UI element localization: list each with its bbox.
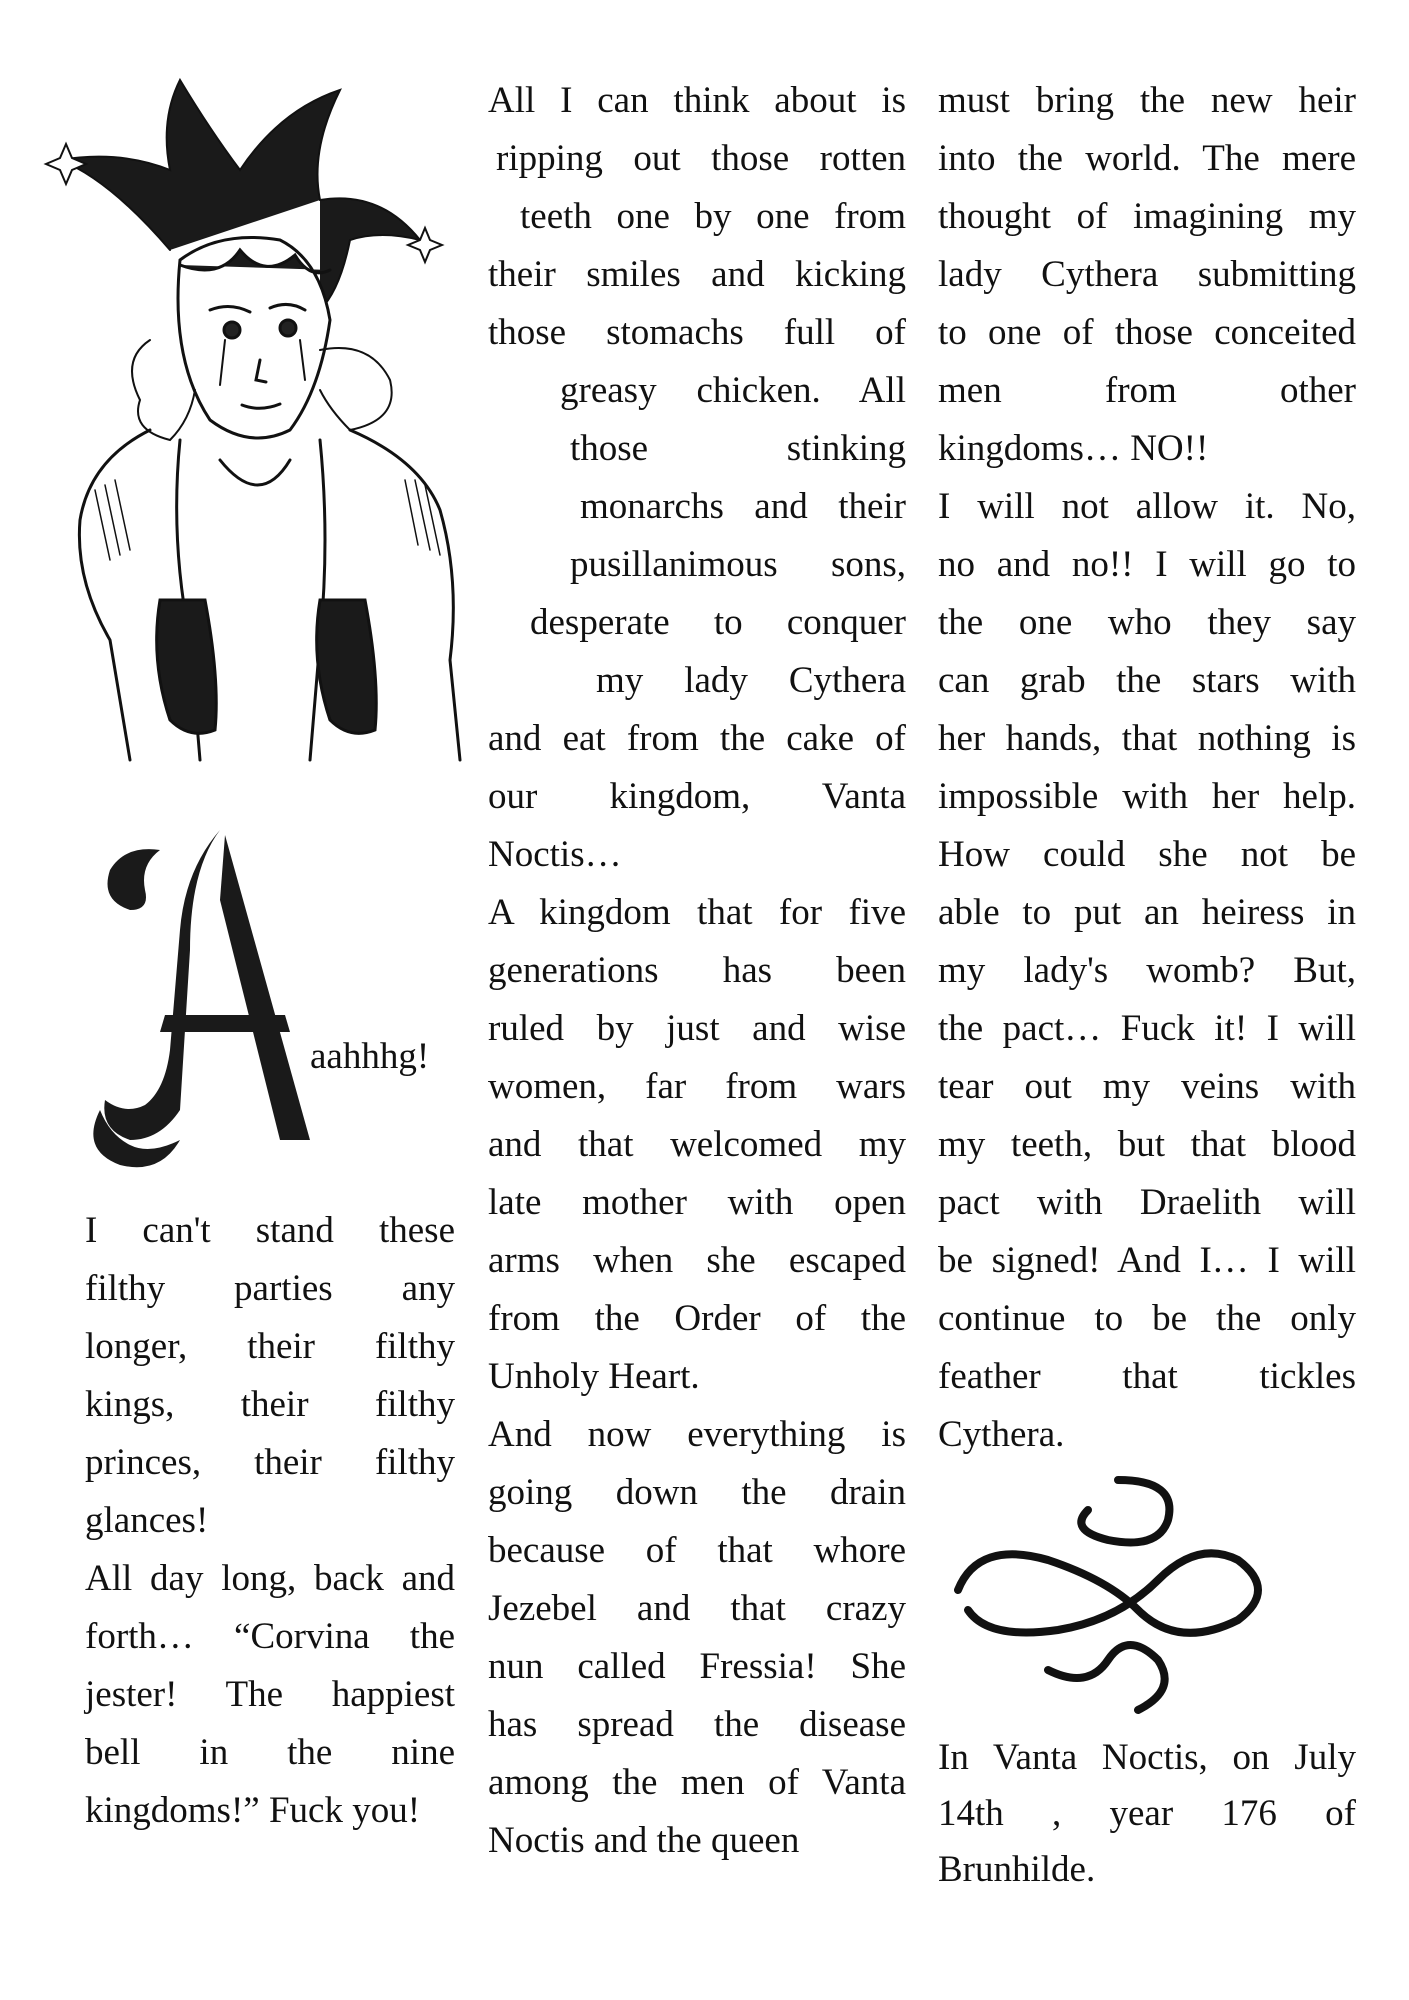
text-line: ruled by just and wise bbox=[488, 1008, 906, 1049]
text-line: Unholy Heart. bbox=[488, 1356, 700, 1397]
text-line: late mother with open bbox=[488, 1182, 906, 1223]
text-line: teeth one by one from bbox=[520, 196, 906, 237]
text-line: pact with Draelith will bbox=[938, 1182, 1356, 1223]
text-line: thought of imagining my bbox=[938, 196, 1356, 237]
text-line: I can't stand these bbox=[85, 1210, 455, 1251]
text-line: feather that tickles bbox=[938, 1356, 1356, 1397]
text-line: generations has been bbox=[488, 950, 906, 991]
ornate-letter-a bbox=[70, 810, 350, 1180]
text-line: continue to be the only bbox=[938, 1298, 1356, 1339]
jester-portrait-illustration bbox=[20, 40, 560, 780]
text-line: ripping out those rotten bbox=[496, 138, 906, 179]
text-line: her hands, that nothing is bbox=[938, 718, 1356, 759]
text-line: All day long, back and bbox=[85, 1558, 455, 1599]
right-column bbox=[938, 72, 1356, 1464]
text-line: those stomachs full of bbox=[488, 312, 906, 353]
text-line: must bring the new heir bbox=[938, 80, 1356, 121]
text-line: arms when she escaped bbox=[488, 1240, 906, 1281]
text-line: from the Order of the bbox=[488, 1298, 906, 1339]
text-line: filthy parties any bbox=[85, 1268, 455, 1309]
text-line: A kingdom that for five bbox=[488, 892, 906, 933]
dropcap-continuation: aahhhg! bbox=[310, 1036, 430, 1077]
text-line: men from other bbox=[938, 370, 1356, 411]
text-line: to one of those conceited bbox=[938, 312, 1356, 353]
text-line: All I can think about is bbox=[488, 80, 906, 121]
text-line: no and no!! I will go to bbox=[938, 544, 1356, 585]
text-line: able to put an heiress in bbox=[938, 892, 1356, 933]
text-line: the pact… Fuck it! I will bbox=[938, 1008, 1356, 1049]
text-line: desperate to conquer bbox=[530, 602, 906, 643]
text-line: kingdoms… NO!! bbox=[938, 428, 1209, 469]
text-line: And now everything is bbox=[488, 1414, 906, 1455]
text-line: into the world. The mere bbox=[938, 138, 1356, 179]
text-line: has spread the disease bbox=[488, 1704, 906, 1745]
text-line: our kingdom, Vanta bbox=[488, 776, 906, 817]
text-line: pusillanimous sons, bbox=[570, 544, 906, 585]
text-line: my lady's womb? But, bbox=[938, 950, 1356, 991]
text-line: and eat from the cake of bbox=[488, 718, 906, 759]
left-column bbox=[85, 1202, 455, 1840]
calligraphic-flourish bbox=[938, 1470, 1298, 1720]
text-line: because of that whore bbox=[488, 1530, 906, 1571]
text-line: my lady Cythera bbox=[596, 660, 906, 701]
text-line: lady Cythera submitting bbox=[938, 254, 1356, 295]
text-line: tear out my veins with bbox=[938, 1066, 1356, 1107]
text-line: How could she not be bbox=[938, 834, 1356, 875]
text-line: monarchs and their bbox=[580, 486, 906, 527]
text-line: greasy chicken. All bbox=[560, 370, 906, 411]
text-line: jester! The happiest bbox=[85, 1674, 455, 1715]
text-line: women, far from wars bbox=[488, 1066, 906, 1107]
text-line: my teeth, but that blood bbox=[938, 1124, 1356, 1165]
middle-column bbox=[488, 72, 906, 1870]
text-line: their smiles and kicking bbox=[488, 254, 906, 295]
text-line: kingdoms!” Fuck you! bbox=[85, 1790, 421, 1831]
text-line: nun called Fressia! She bbox=[488, 1646, 906, 1687]
text-line: princes, their filthy bbox=[85, 1442, 455, 1483]
text-line: Noctis… bbox=[488, 834, 622, 875]
text-line: kings, their filthy bbox=[85, 1384, 455, 1425]
text-line: forth… “Corvina the bbox=[85, 1616, 455, 1657]
text-line: Cythera. bbox=[938, 1414, 1065, 1455]
text-line: longer, their filthy bbox=[85, 1326, 455, 1367]
text-line: the one who they say bbox=[938, 602, 1356, 643]
text-line: glances! bbox=[85, 1500, 209, 1541]
dateline: In Vanta Noctis, on July 14th , year 176 of Brunhilde. bbox=[938, 1737, 1356, 1890]
text-line: and that welcomed my bbox=[488, 1124, 906, 1165]
text-line: going down the drain bbox=[488, 1472, 906, 1513]
text-line: impossible with her help. bbox=[938, 776, 1356, 817]
text-line: bell in the nine bbox=[85, 1732, 455, 1773]
text-line: Noctis and the queen bbox=[488, 1820, 800, 1861]
text-line: can grab the stars with bbox=[938, 660, 1356, 701]
text-line: be signed! And I… I will bbox=[938, 1240, 1356, 1281]
text-line: among the men of Vanta bbox=[488, 1762, 906, 1803]
text-line: I will not allow it. No, bbox=[938, 486, 1356, 527]
text-line: those stinking bbox=[570, 428, 906, 469]
text-line: Jezebel and that crazy bbox=[488, 1588, 906, 1629]
